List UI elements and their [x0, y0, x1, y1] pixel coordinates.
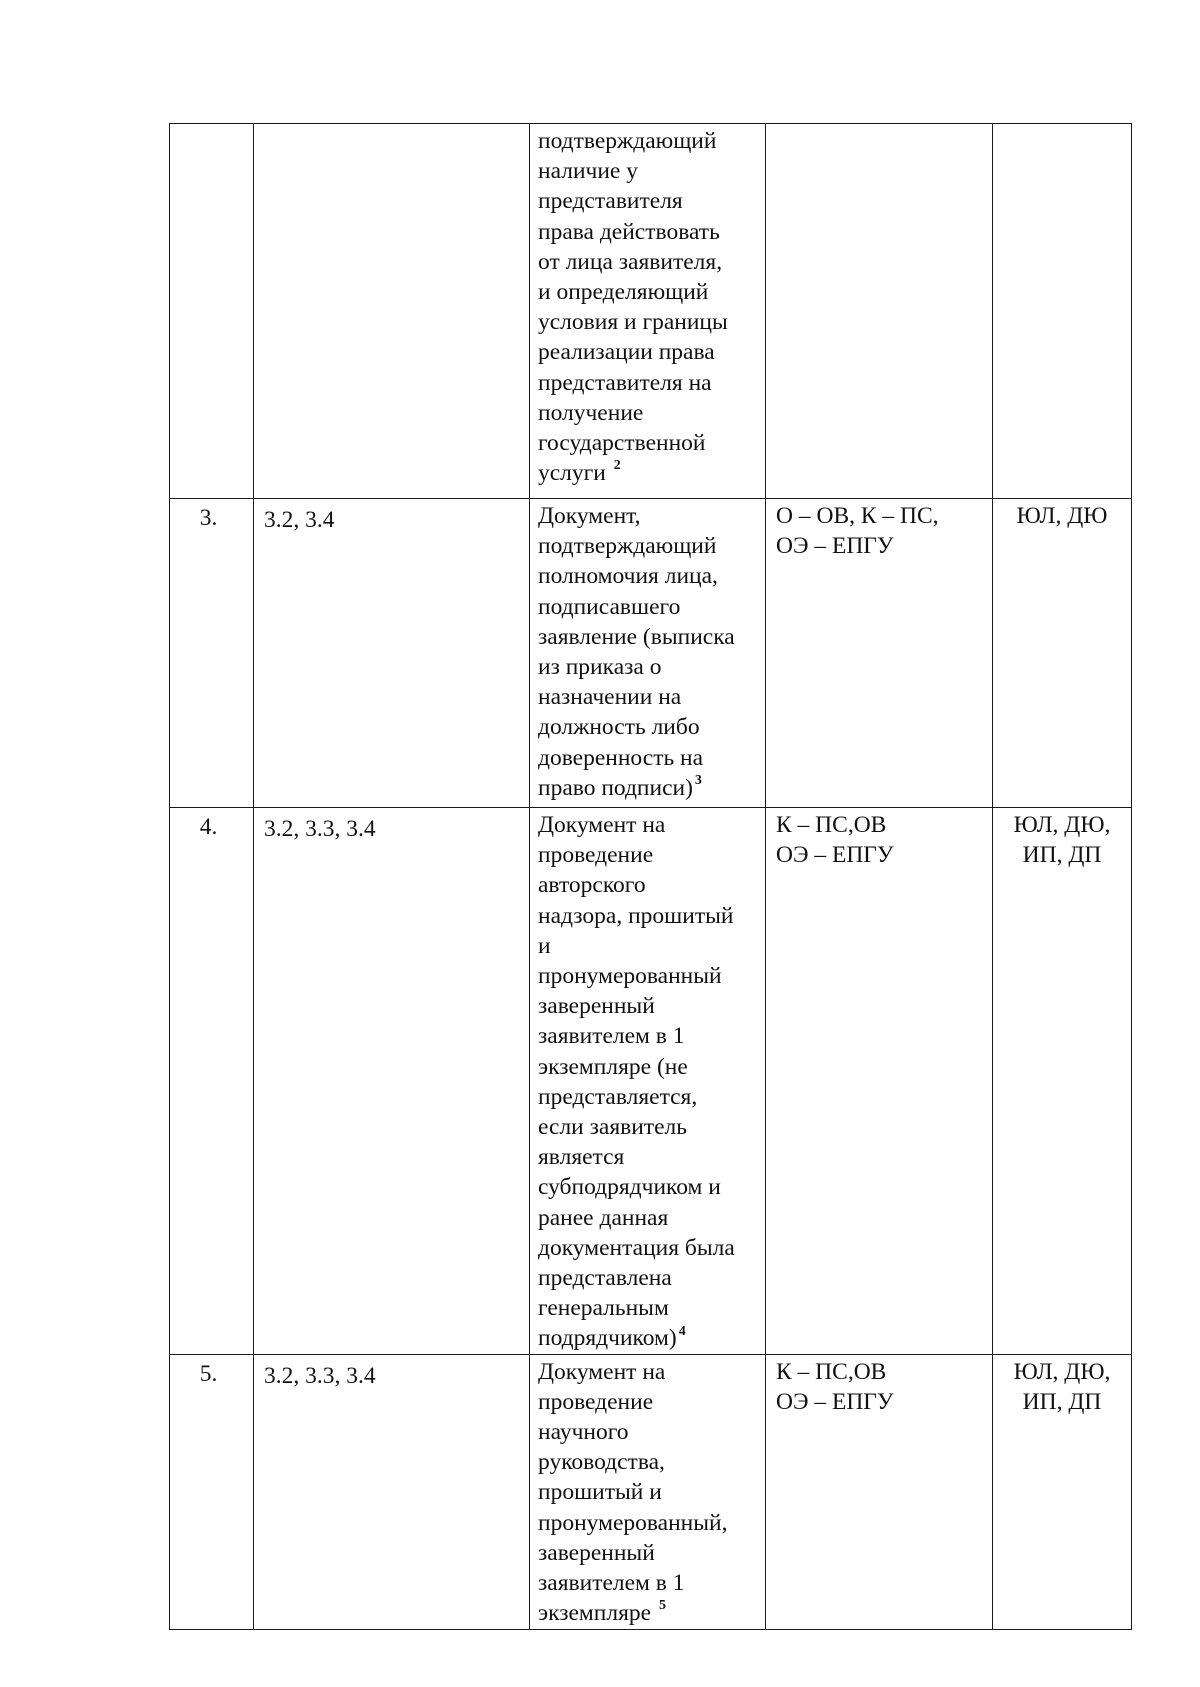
table-row [170, 124, 1132, 499]
submission-form-cell: О – ОВ, К – ПС, ОЭ – ЕПГУ [766, 499, 993, 808]
applicant-categories-cell [993, 124, 1132, 499]
footnote-marker: 4 [678, 1323, 686, 1339]
document-name-cell [530, 124, 766, 499]
sections-cell: 3.2, 3.4 [254, 499, 530, 808]
footnote-marker: 2 [613, 458, 621, 474]
submission-form-cell [766, 124, 993, 499]
document-name-text: Документ на проведение научного руководства, прошитый и пронумерованный, заверенный заявителем в 1 экземпляре $^5$ [538, 1358, 728, 1627]
sections-cell: 3.2, 3.3, 3.4 [254, 1354, 530, 1629]
row-number-cell: 5. [170, 1354, 254, 1629]
table-row [170, 1354, 1132, 1629]
submission-form-cell: К – ПС,ОВ ОЭ – ЕПГУ [766, 808, 993, 1355]
applicant-categories-cell: ЮЛ, ДЮ, ИП, ДП [993, 808, 1132, 1355]
document-name-text: подтверждающий наличие у представителя права действовать от лица заявителя, и определяющий условия и границы реализации права представителя на получение государственной услуги $^2$ [538, 128, 728, 487]
row-number-cell: 3. [170, 499, 254, 808]
table-row [170, 499, 1132, 808]
document-name-cell [530, 499, 766, 808]
table-row [170, 808, 1132, 1355]
document-name-text: Документ, подтверждающий полномочия лица, подписавшего заявление (выписка из приказа о назначении на должность либо доверенность на право подписи) $^3$ [538, 503, 735, 801]
sections-cell [254, 124, 530, 499]
applicant-categories-cell: ЮЛ, ДЮ [993, 499, 1132, 808]
documents-table [169, 123, 1132, 1630]
document-name-text: Документ на проведение авторского надзора, прошитый и пронумерованный заверенный заявителем в 1 экземпляре (не представляется, если заявитель является субподрядчиком и ранее данная документация была представлена генеральным подрядчиком) $^4$ [538, 812, 735, 1352]
applicant-categories-cell: ЮЛ, ДЮ, ИП, ДП [993, 1354, 1132, 1629]
document-name-cell [530, 808, 766, 1355]
footnote-marker: 3 [694, 773, 702, 788]
sections-cell: 3.2, 3.3, 3.4 [254, 808, 530, 1355]
footnote-marker: 5 [658, 1598, 666, 1614]
row-number-cell: 4. [170, 808, 254, 1355]
submission-form-cell: К – ПС,ОВ ОЭ – ЕПГУ [766, 1354, 993, 1629]
document-name-cell [530, 1354, 766, 1629]
row-number-cell [170, 124, 254, 499]
